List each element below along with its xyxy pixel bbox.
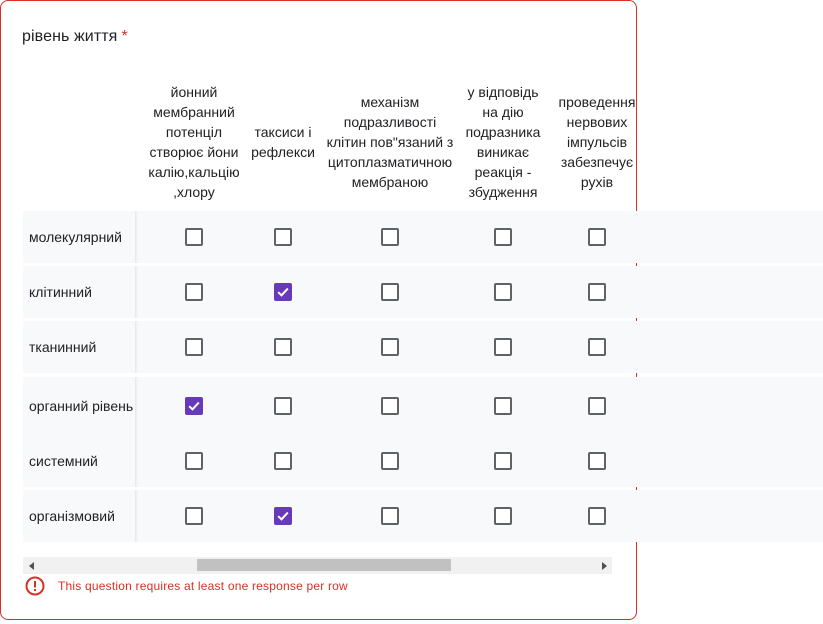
question-title xyxy=(22,28,128,46)
required-asterisk: * xyxy=(121,28,128,45)
grid-checkbox[interactable] xyxy=(185,338,203,356)
grid-checkbox[interactable] xyxy=(381,507,399,525)
grid-checkbox[interactable] xyxy=(588,228,606,246)
chevron-right-icon xyxy=(600,562,608,570)
grid-checkbox[interactable] xyxy=(588,507,606,525)
error-circle-icon xyxy=(25,576,45,596)
checkbox-grid xyxy=(23,71,823,545)
grid-checkbox[interactable] xyxy=(494,507,512,525)
row-label-divider xyxy=(135,490,138,542)
grid-checkbox[interactable] xyxy=(185,452,203,470)
question-title-text: рівень життя xyxy=(22,28,118,45)
horizontal-scrollbar[interactable] xyxy=(23,557,612,574)
grid-checkbox[interactable] xyxy=(588,338,606,356)
grid-checkbox[interactable] xyxy=(588,397,606,415)
grid-row xyxy=(23,266,823,318)
grid-checkbox[interactable] xyxy=(274,397,292,415)
grid-checkbox[interactable] xyxy=(274,283,292,301)
column-header-3: механізм подразливості клітин пов"язаний з цитоплазматичною мембраною xyxy=(326,94,454,190)
column-header-1: йонний мембранний потенціл створює йони калію,кальцію ,хлору xyxy=(148,84,240,200)
grid-checkbox[interactable] xyxy=(274,338,292,356)
grid-checkbox[interactable] xyxy=(494,397,512,415)
checkbox-grid-viewport[interactable] xyxy=(23,71,636,545)
row-label-divider xyxy=(135,435,138,487)
scrollbar-thumb[interactable] xyxy=(197,559,451,571)
validation-error xyxy=(25,575,348,597)
row-label: тканинний xyxy=(29,339,97,355)
check-icon xyxy=(276,285,290,299)
check-icon xyxy=(187,399,201,413)
grid-checkbox[interactable] xyxy=(381,397,399,415)
grid-checkbox[interactable] xyxy=(588,452,606,470)
scroll-left-button[interactable] xyxy=(23,557,40,574)
grid-checkbox[interactable] xyxy=(274,228,292,246)
grid-checkbox[interactable] xyxy=(185,228,203,246)
grid-checkbox[interactable] xyxy=(494,283,512,301)
grid-row xyxy=(23,490,823,542)
check-icon xyxy=(276,509,290,523)
grid-checkbox[interactable] xyxy=(274,452,292,470)
grid-checkbox[interactable] xyxy=(494,228,512,246)
grid-checkbox[interactable] xyxy=(274,507,292,525)
scroll-right-button[interactable] xyxy=(595,557,612,574)
column-header-2: таксиси і рефлекси xyxy=(251,124,315,160)
row-label: органний рівень xyxy=(29,398,134,414)
grid-checkbox[interactable] xyxy=(185,283,203,301)
chevron-left-icon xyxy=(28,562,36,570)
column-header-5: проведення нервових імпульсів забезпечує рухів xyxy=(558,94,636,190)
grid-checkbox[interactable] xyxy=(494,452,512,470)
grid-checkbox[interactable] xyxy=(381,283,399,301)
column-header-4: у відповідь на дію подразника виникає реакція - збудження xyxy=(465,84,541,200)
row-label-divider xyxy=(135,211,138,263)
grid-row xyxy=(23,435,823,487)
grid-checkbox[interactable] xyxy=(494,338,512,356)
validation-error-text: This question requires at least one response per row xyxy=(58,579,348,593)
grid-checkbox[interactable] xyxy=(381,338,399,356)
grid-checkbox[interactable] xyxy=(185,397,203,415)
grid-row xyxy=(23,377,823,435)
row-label: клітинний xyxy=(29,284,92,300)
row-label: організмовий xyxy=(29,508,115,524)
row-label-divider xyxy=(135,266,138,318)
row-label: молекулярний xyxy=(29,229,122,245)
row-label-divider xyxy=(135,377,138,435)
row-label: системний xyxy=(29,453,98,469)
grid-row xyxy=(23,321,823,373)
grid-row xyxy=(23,211,823,263)
grid-checkbox[interactable] xyxy=(381,452,399,470)
grid-checkbox[interactable] xyxy=(588,283,606,301)
grid-checkbox[interactable] xyxy=(185,507,203,525)
grid-checkbox[interactable] xyxy=(381,228,399,246)
row-label-divider xyxy=(135,321,138,373)
